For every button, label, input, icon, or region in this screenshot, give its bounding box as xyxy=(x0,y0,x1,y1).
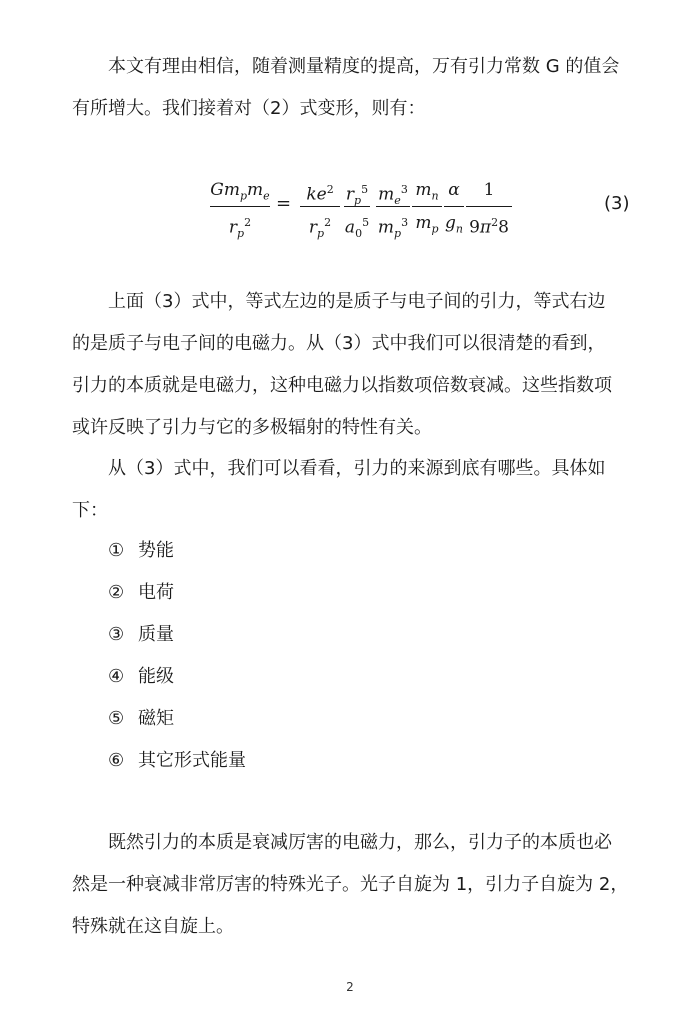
text-line: 上面（3）式中，等式左边的是质子与电子间的引力，等式右边 xyxy=(108,291,606,312)
text-line: 既然引力的本质是衰减厉害的电磁力，那么，引力子的本质也必 xyxy=(108,832,612,853)
paragraph-analysis xyxy=(72,281,632,449)
list-marker: ② xyxy=(108,582,125,603)
text-line: 有所增大。我们接着对（2）式变形，则有： xyxy=(72,98,426,119)
page-number: 2 xyxy=(346,980,354,994)
list-marker: ① xyxy=(108,540,125,561)
equation-number: (3) xyxy=(604,193,630,214)
list-item-text: 势能 xyxy=(138,540,174,561)
list-item xyxy=(108,656,246,698)
list-marker: ③ xyxy=(108,624,125,645)
equation-3 xyxy=(210,176,630,240)
list-item-text: 电荷 xyxy=(138,582,174,603)
lhs-denominator: $r_p^2$ xyxy=(228,216,252,241)
rhs-fraction-5: α $g_n$ xyxy=(445,180,463,236)
gravity-sources-list xyxy=(108,530,246,782)
equals-sign: = xyxy=(276,193,292,214)
text-line: 本文有理由相信，随着测量精度的提高，万有引力常数 G 的值会 xyxy=(108,56,620,77)
list-item xyxy=(108,698,246,740)
text-line: 下： xyxy=(72,500,108,521)
paragraph-conclusion xyxy=(72,822,632,948)
text-line: 从（3）式中，我们可以看看，引力的来源到底有哪些。具体如 xyxy=(108,458,606,479)
text-line: 的是质子与电子间的电磁力。从（3）式中我们可以很清楚的看到， xyxy=(72,333,606,354)
text-line: 或许反映了引力与它的多极辐射的特性有关。 xyxy=(72,417,432,438)
rhs-fraction-2: $r_p^5$ $a_0^5$ xyxy=(344,183,370,241)
list-item-text: 磁矩 xyxy=(138,708,174,729)
list-item-text: 质量 xyxy=(138,624,174,645)
list-marker: ⑤ xyxy=(108,708,125,729)
text-line: 然是一种衰减非常厉害的特殊光子。光子自旋为 1，引力子自旋为 2， xyxy=(72,874,629,895)
rhs-fraction-6: 1 $9\pi^28$ xyxy=(466,176,512,237)
rhs-fraction-4: $m_n$ $m_p$ xyxy=(412,176,442,237)
list-marker: ⑥ xyxy=(108,750,125,771)
paragraph-sources xyxy=(72,448,632,532)
paragraph-intro xyxy=(72,46,632,130)
list-marker: ④ xyxy=(108,666,125,687)
list-item xyxy=(108,740,246,782)
rhs-fraction-1: $ke^2$ $r_p^2$ xyxy=(300,176,340,237)
list-item-text: 能级 xyxy=(138,666,174,687)
list-item xyxy=(108,614,246,656)
text-line: 引力的本质就是电磁力，这种电磁力以指数项倍数衰减。这些指数项 xyxy=(72,375,612,396)
lhs-numerator: $Gm_pm_e$ xyxy=(210,180,270,203)
text-line: 特殊就在这自旋上。 xyxy=(72,916,234,937)
list-item-text: 其它形式能量 xyxy=(138,750,246,771)
rhs-fraction-3: $m_e^3$ $m_p^3$ xyxy=(377,183,409,241)
list-item xyxy=(108,572,246,614)
equation-lhs-fraction xyxy=(210,176,270,241)
list-item xyxy=(108,530,246,572)
